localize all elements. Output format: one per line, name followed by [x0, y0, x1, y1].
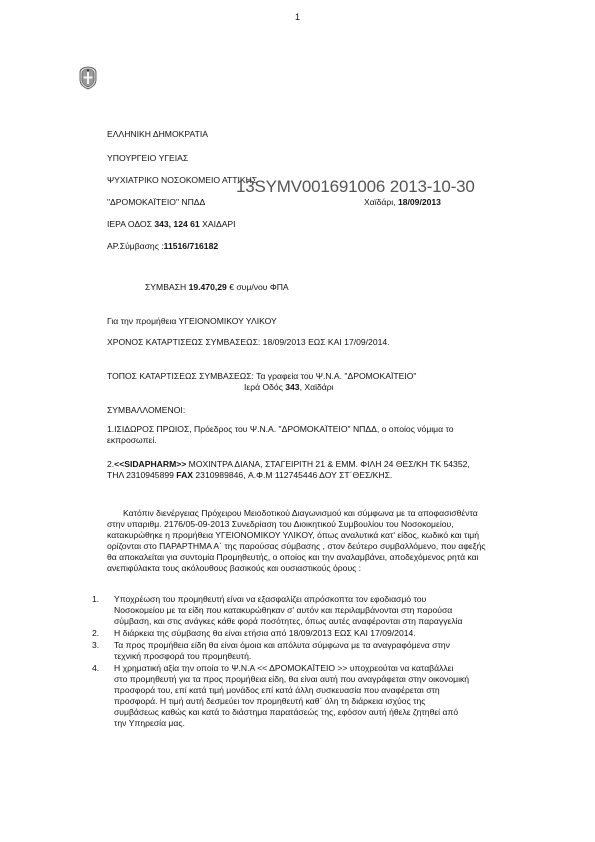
intro-line-4: ορίζονται στο ΠΑΡΑΡΤΗΜΑ Α΄ της παρούσας σύμβασης , στον δεύτερο συμβαλλόμενο, που αφεξής: [107, 541, 486, 551]
header-country: ΕΛΛΗΝΙΚΗ ΔΗΜΟΚΡΑΤΙΑ: [107, 129, 208, 139]
term-item: [92, 663, 498, 729]
party-2-phone: ΤΗΛ 2310945899: [107, 470, 177, 480]
place-line-2: [244, 382, 334, 393]
term-line: την Υπηρεσία μας.: [114, 718, 185, 728]
address-suffix: ΧΑΙΔΑΡΙ: [199, 219, 236, 229]
amount-prefix: ΣΥΜΒΑΣΗ: [145, 282, 189, 292]
contract-number: [107, 241, 218, 252]
place-suffix: , Χαϊδάρι: [299, 382, 334, 392]
contract-amount: [145, 282, 289, 293]
diavgeia-code-stamp: 13SYMV001691006 2013-10-30: [236, 177, 475, 196]
header-ministry: ΥΠΟΥΡΓΕΙΟ ΥΓΕΙΑΣ: [107, 153, 189, 163]
term-number: 4.: [92, 663, 100, 673]
procurement-line: Για την προμήθεια ΥΓΕΙΟΝΟΜΙΚΟΥ ΥΛΙΚΟΥ: [107, 316, 277, 326]
party-1-line-2: εκπροσωπεί.: [107, 435, 157, 445]
date-value: 18/09/2013: [397, 197, 441, 207]
party-2-address: ΜΟΧΙΝΤΡΑ ΔΙΑΝΑ, ΣΤΑΓΕΙΡΙΤΗ 21 & ΕΜΜ. ΦΙΛΗ 24 ΘΕΣ/ΚΗ ΤΚ 54352,: [186, 459, 470, 469]
term-line: Η χρηματική αξία την οποία το Ψ.Ν.Α << ΔΡΟΜΟΚΑΪΤΕΙΟ >> υποχρεούται να καταβάλλει: [114, 663, 454, 673]
intro-line-3: κατακυρώθηκε η προμήθεια ΥΓΕΙΟΝΟΜΙΚΟΥ ΥΛΙΚΟΥ, όπως αναλυτικά κατ' είδος, κωδικό και τιμή: [107, 530, 480, 540]
intro-line-5: θα αποκαλείται για συντομία Προμηθευτής, ο οποίος και την αναλαμβάνει, αποδεχόμενος ρητά και: [107, 552, 479, 562]
party-2-fax-label: FAX: [176, 470, 194, 480]
party-2-line-1: [107, 459, 470, 470]
header-hospital-name: "ΔΡΟΜΟΚΑΪΤΕΙΟ" ΝΠΔΔ: [107, 197, 206, 207]
term-number: 1.: [92, 594, 100, 604]
term-line: Υποχρέωση του προμηθευτή είναι να εξασφαλίζει απρόσκοπτα τον εφοδιασμό του: [114, 594, 427, 604]
term-line: Τα προς προμήθεια είδη θα είναι όμοια και απόλυτα σύμφωνα με τα αναγραφόμενα στην: [114, 640, 450, 650]
party-2-line-2: [107, 470, 392, 481]
place-prefix: Ιερά Οδός: [244, 382, 286, 392]
contract-number-label: ΑΡ.Σύμβασης :: [107, 241, 164, 251]
address-bold: 343, 124 61: [154, 219, 200, 229]
date-label: Χαϊδάρι,: [364, 197, 398, 207]
address-prefix: ΙΕΡΑ ΟΔΟΣ: [107, 219, 155, 229]
term-line: στο προμηθευτή για τα προς προμήθεια είδη, θα είναι αυτή που αναγράφεται στην οικονομική: [114, 674, 470, 684]
term-item: [92, 628, 498, 639]
intro-line-2: στην υπαριθμ. 2176/05-09-2013 Συνεδρίαση του Διοικητικού Συμβουλίου του Νοσοκομείου,: [107, 519, 454, 529]
term-number: 3.: [92, 640, 100, 650]
document-date: [364, 197, 441, 208]
term-line: προσφορά του, επί κατά τιμή μονάδος επί κατά άλλη συσκευασία που αναφέρεται στη: [114, 685, 440, 695]
header-address: [107, 219, 236, 230]
party-1-line-1: 1.ΙΣΙΔΩΡΟΣ ΠΡΩΙΟΣ, Πρόεδρος του Ψ.Ν.Α. "ΔΡΟΜΟΚΑΪΤΕΙΟ" ΝΠΔΔ, ο οποίος νόμιμα το: [107, 424, 454, 434]
party-2-company: <<SIDAPHARM>>: [114, 459, 187, 469]
term-line: Νοσοκομείου με τα είδη που κατακυρώθηκαν σ' αυτόν και περιλαμβάνονται στη παρούσα: [114, 605, 453, 615]
amount-value: 19.470,29: [188, 282, 227, 292]
term-line: τεχνική προσφορά του προμηθευτή.: [114, 651, 252, 661]
page-number: 1: [294, 12, 300, 22]
term-line: συμβάσεως καθώς και κατά το διάστημα παρατάσεώς της, εφόσον αυτή ήθελε ζητηθεί από: [114, 707, 459, 717]
party-2-prefix: 2.: [107, 459, 115, 469]
place-number: 343: [285, 382, 300, 392]
term-line: σύμβαση, και στις ανάγκες κάθε φορά ποσότητες, όπως αυτές αναφέρονται στη παραγγελία: [114, 616, 463, 626]
parties-heading: ΣΥΜΒΑΛΛΟΜΕΝΟΙ:: [107, 405, 186, 415]
header-hospital: ΨΥΧΙΑΤΡΙΚΟ ΝΟΣΟΚΟΜΕΙΟ ΑΤΤΙΚΗΣ: [107, 175, 258, 185]
term-item: [92, 594, 498, 627]
place-line-1: ΤΟΠΟΣ ΚΑΤΑΡΤΙΣΕΩΣ ΣΥΜΒΑΣΕΩΣ: Τα γραφεία του Ψ.Ν.Α. "ΔΡΟΜΟΚΑΪΤΕΙΟ": [107, 371, 417, 381]
greek-emblem-icon: [78, 66, 98, 90]
amount-suffix: € συμ/νου ΦΠΑ: [226, 282, 289, 292]
term-item: [92, 640, 498, 662]
intro-line-6: ανεπιφύλακτα τους ακόλουθους βασικούς και ουσιαστικούς όρους :: [107, 563, 362, 573]
contract-terms-list: [92, 594, 498, 730]
contract-number-value: 11516/716182: [163, 241, 219, 251]
term-number: 2.: [92, 628, 100, 638]
duration-line: ΧΡΟΝΟΣ ΚΑΤΑΡΤΙΣΕΩΣ ΣΥΜΒΑΣΕΩΣ: 18/09/2013 ΕΩΣ ΚΑΙ 17/09/2014.: [107, 337, 390, 347]
intro-line-1: Κατόπιν διενέργειας Πρόχειρου Μειοδοτικού Διαγωνισμού και σύμφωνα με τα αποφασισθέντα: [123, 508, 478, 518]
term-line: προσφορά. Η τιμή αυτή δεσμεύει τον προμηθευτή καθ΄ όλη τη διάρκεια ισχύος της: [114, 696, 426, 706]
term-line: Η διάρκεια της σύμβασης θα είναι ετήσια από 18/09/2013 ΕΩΣ ΚΑΙ 17/09/2014.: [114, 628, 416, 638]
party-2-fax-vat: 2310989846, Α.Φ.Μ 112745446 ΔΟΥ ΣΤ΄ΘΕΣ/ΚΗΣ.: [193, 470, 393, 480]
